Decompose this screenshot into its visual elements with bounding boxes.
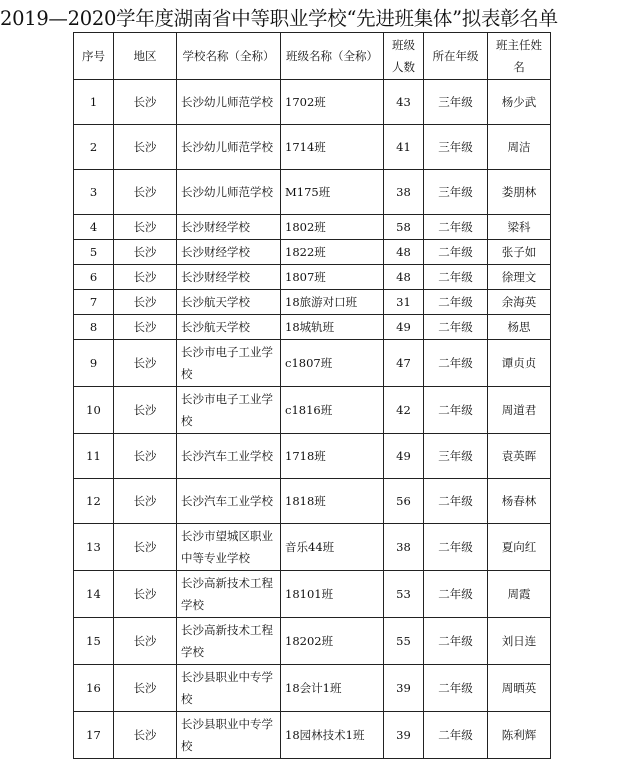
- row-class: 1818班: [281, 479, 384, 524]
- row-count: 41: [384, 125, 424, 170]
- row-region: 长沙: [114, 712, 177, 759]
- row-school: 长沙幼儿师范学校: [177, 170, 281, 215]
- row-grade: 二年级: [424, 571, 488, 618]
- row-region: 长沙: [114, 125, 177, 170]
- row-count: 48: [384, 265, 424, 290]
- row-count: 38: [384, 524, 424, 571]
- row-class: 音乐44班: [281, 524, 384, 571]
- row-count: 49: [384, 315, 424, 340]
- row-grade: 二年级: [424, 340, 488, 387]
- row-grade: 二年级: [424, 215, 488, 240]
- row-teacher: 陈利辉: [488, 712, 551, 759]
- row-count: 31: [384, 290, 424, 315]
- row-region: 长沙: [114, 571, 177, 618]
- row-school: 长沙幼儿师范学校: [177, 125, 281, 170]
- row-number: 3: [74, 170, 114, 215]
- table-row: [74, 340, 551, 387]
- row-grade: 二年级: [424, 387, 488, 434]
- row-school: 长沙幼儿师范学校: [177, 80, 281, 125]
- row-class: 18202班: [281, 618, 384, 665]
- row-class: 1718班: [281, 434, 384, 479]
- row-class: 1822班: [281, 240, 384, 265]
- table-row: [74, 290, 551, 315]
- row-region: 长沙: [114, 479, 177, 524]
- row-count: 53: [384, 571, 424, 618]
- row-count: 56: [384, 479, 424, 524]
- row-number: 9: [74, 340, 114, 387]
- row-region: 长沙: [114, 340, 177, 387]
- row-grade: 二年级: [424, 618, 488, 665]
- table-row: [74, 571, 551, 618]
- row-number: 14: [74, 571, 114, 618]
- row-grade: 三年级: [424, 170, 488, 215]
- row-school: 长沙财经学校: [177, 240, 281, 265]
- row-teacher: 梁科: [488, 215, 551, 240]
- row-class: 18园林技术1班: [281, 712, 384, 759]
- row-teacher: 徐理文: [488, 265, 551, 290]
- row-count: 43: [384, 80, 424, 125]
- header-count: 班级人数: [384, 33, 424, 80]
- row-class: 1802班: [281, 215, 384, 240]
- row-number: 1: [74, 80, 114, 125]
- page-title: 2019—2020学年度湖南省中等职业学校“先进班集体”拟表彰名单: [0, 7, 558, 30]
- table-row: [74, 387, 551, 434]
- table-row: [74, 265, 551, 290]
- row-class: 18城轨班: [281, 315, 384, 340]
- row-school: 长沙市电子工业学校: [177, 387, 281, 434]
- row-number: 2: [74, 125, 114, 170]
- row-count: 49: [384, 434, 424, 479]
- row-region: 长沙: [114, 80, 177, 125]
- row-region: 长沙: [114, 215, 177, 240]
- row-grade: 二年级: [424, 712, 488, 759]
- row-school: 长沙高新技术工程学校: [177, 618, 281, 665]
- table-row: [74, 524, 551, 571]
- table-row: [74, 712, 551, 759]
- row-region: 长沙: [114, 290, 177, 315]
- row-count: 48: [384, 240, 424, 265]
- row-class: 1807班: [281, 265, 384, 290]
- row-school: 长沙县职业中专学校: [177, 665, 281, 712]
- row-teacher: 刘日连: [488, 618, 551, 665]
- row-grade: 二年级: [424, 665, 488, 712]
- row-grade: 二年级: [424, 265, 488, 290]
- row-count: 55: [384, 618, 424, 665]
- row-school: 长沙县职业中专学校: [177, 712, 281, 759]
- row-school: 长沙汽车工业学校: [177, 479, 281, 524]
- row-number: 4: [74, 215, 114, 240]
- row-school: 长沙市望城区职业中等专业学校: [177, 524, 281, 571]
- row-school: 长沙高新技术工程学校: [177, 571, 281, 618]
- row-count: 42: [384, 387, 424, 434]
- row-number: 6: [74, 265, 114, 290]
- row-teacher: 杨春林: [488, 479, 551, 524]
- header-no: 序号: [74, 33, 114, 80]
- row-region: 长沙: [114, 240, 177, 265]
- row-teacher: 杨思: [488, 315, 551, 340]
- table-row: [74, 240, 551, 265]
- header-school: 学校名称（全称）: [177, 33, 281, 80]
- row-school: 长沙汽车工业学校: [177, 434, 281, 479]
- table-row: [74, 80, 551, 125]
- row-class: 18会计1班: [281, 665, 384, 712]
- row-class: M175班: [281, 170, 384, 215]
- row-count: 38: [384, 170, 424, 215]
- row-count: 58: [384, 215, 424, 240]
- row-region: 长沙: [114, 265, 177, 290]
- row-grade: 二年级: [424, 524, 488, 571]
- row-region: 长沙: [114, 170, 177, 215]
- row-region: 长沙: [114, 665, 177, 712]
- table-row: [74, 479, 551, 524]
- header-region: 地区: [114, 33, 177, 80]
- row-region: 长沙: [114, 315, 177, 340]
- table-row: [74, 665, 551, 712]
- row-number: 16: [74, 665, 114, 712]
- row-teacher: 张子如: [488, 240, 551, 265]
- table-row: [74, 125, 551, 170]
- row-grade: 二年级: [424, 479, 488, 524]
- row-region: 长沙: [114, 618, 177, 665]
- row-number: 13: [74, 524, 114, 571]
- row-teacher: 周道君: [488, 387, 551, 434]
- row-region: 长沙: [114, 524, 177, 571]
- table-row: [74, 434, 551, 479]
- header-class: 班级名称（全称）: [281, 33, 384, 80]
- row-grade: 三年级: [424, 125, 488, 170]
- table-row: [74, 315, 551, 340]
- row-grade: 三年级: [424, 434, 488, 479]
- row-school: 长沙市电子工业学校: [177, 340, 281, 387]
- row-teacher: 谭贞贞: [488, 340, 551, 387]
- row-teacher: 周霞: [488, 571, 551, 618]
- header-teacher: 班主任姓名: [488, 33, 551, 80]
- table-row: [74, 618, 551, 665]
- row-class: c1807班: [281, 340, 384, 387]
- row-count: 39: [384, 665, 424, 712]
- row-grade: 二年级: [424, 240, 488, 265]
- row-teacher: 周晒英: [488, 665, 551, 712]
- row-school: 长沙航天学校: [177, 315, 281, 340]
- table-row: [74, 215, 551, 240]
- row-school: 长沙航天学校: [177, 290, 281, 315]
- row-teacher: 袁英晖: [488, 434, 551, 479]
- row-teacher: 娄朋林: [488, 170, 551, 215]
- row-grade: 二年级: [424, 315, 488, 340]
- row-class: 1714班: [281, 125, 384, 170]
- row-teacher: 夏向红: [488, 524, 551, 571]
- row-count: 39: [384, 712, 424, 759]
- row-class: 18101班: [281, 571, 384, 618]
- row-teacher: 杨少武: [488, 80, 551, 125]
- row-number: 15: [74, 618, 114, 665]
- row-class: c1816班: [281, 387, 384, 434]
- row-number: 11: [74, 434, 114, 479]
- row-number: 12: [74, 479, 114, 524]
- row-number: 10: [74, 387, 114, 434]
- row-school: 长沙财经学校: [177, 215, 281, 240]
- row-region: 长沙: [114, 387, 177, 434]
- row-number: 7: [74, 290, 114, 315]
- row-class: 18旅游对口班: [281, 290, 384, 315]
- row-teacher: 周洁: [488, 125, 551, 170]
- table-row: [74, 170, 551, 215]
- row-grade: 二年级: [424, 290, 488, 315]
- row-number: 17: [74, 712, 114, 759]
- row-number: 5: [74, 240, 114, 265]
- row-number: 8: [74, 315, 114, 340]
- row-grade: 三年级: [424, 80, 488, 125]
- row-count: 47: [384, 340, 424, 387]
- award-list-table: [73, 32, 551, 759]
- header-grade: 所在年级: [424, 33, 488, 80]
- row-school: 长沙财经学校: [177, 265, 281, 290]
- row-region: 长沙: [114, 434, 177, 479]
- row-class: 1702班: [281, 80, 384, 125]
- row-teacher: 余海英: [488, 290, 551, 315]
- table-header-row: [74, 33, 551, 80]
